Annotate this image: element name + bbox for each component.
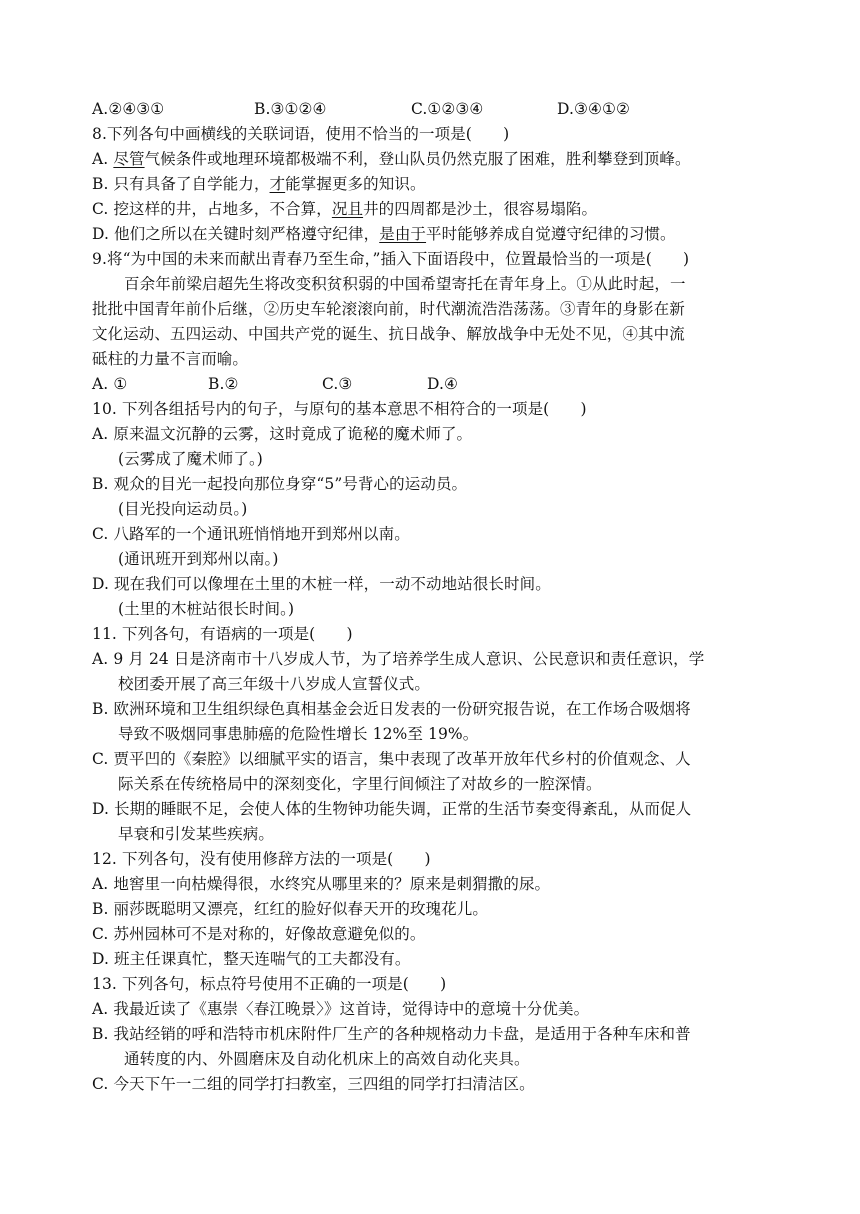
q10-option-d: D. 现在我们可以像埋在土里的木桩一样，一动不动地站很长时间。 — [92, 575, 551, 593]
q8-option-d — [92, 224, 676, 244]
q8-option-a — [92, 149, 691, 169]
underlined-word: 才 — [269, 175, 286, 193]
q9-passage-line: 砥柱的力量不言而喻。 — [92, 350, 249, 368]
q12-option-a: A. 地窖里一向枯燥得很，水终究从哪里来的？原来是刺猬撒的尿。 — [92, 875, 551, 893]
option-text: 平时能够养成自觉遵守纪律的习惯。 — [426, 225, 676, 243]
q11-option-a: A. 9 月 24 日是济南市十八岁成人节，为了培养学生成人意识、公民意识和责任意识，学 — [92, 650, 705, 668]
option-text: 井的四周都是沙土，很容易塌陷。 — [363, 200, 598, 218]
underlined-word: 尽管 — [113, 150, 145, 168]
q9-option-d: D.④ — [427, 375, 458, 393]
q11-option-b-cont: 导致不吸烟同事患肺癌的危险性增长 12%至 19%。 — [118, 725, 479, 743]
q9-option-b: B.② — [208, 375, 239, 393]
underlined-word: 是由于 — [379, 225, 427, 243]
q11-option-a-cont: 校团委开展了高三年级十八岁成人宣誓仪式。 — [118, 675, 431, 693]
option-text: B. 只有具备了自学能力， — [92, 175, 270, 193]
q10-option-c: C. 八路军的一个通讯班悄悄地开到郑州以南。 — [92, 525, 410, 543]
q11-option-d-cont: 早衰和引发某些疾病。 — [118, 825, 275, 843]
q8-stem: 8.下列各句中画横线的关联词语，使用不恰当的一项是( ) — [92, 125, 510, 143]
q11-stem: 11. 下列各句，有语病的一项是( ) — [92, 625, 353, 643]
q7-option-c: C.①②③④ — [411, 100, 484, 118]
q11-option-c: C. 贾平凹的《秦腔》以细腻平实的语言，集中表现了改革开放年代乡村的价值观念、人 — [92, 750, 691, 768]
q10-option-d-paren: (土里的木桩站很长时间。) — [118, 600, 295, 618]
q13-stem: 13. 下列各句，标点符号使用不正确的一项是( ) — [92, 975, 447, 993]
q8-option-b — [92, 174, 426, 194]
q11-option-b: B. 欧洲环境和卫生组织绿色真相基金会近日发表的一份研究报告说，在工作场合吸烟将 — [92, 700, 691, 718]
underlined-word: 况且 — [331, 200, 364, 218]
q8-option-c — [92, 199, 597, 219]
q11-option-d: D. 长期的睡眠不足，会使人体的生物钟功能失调，正常的生活节奏变得紊乱，从而促人 — [92, 800, 692, 818]
q12-option-b: B. 丽莎既聪明又漂亮，红红的脸好似春天开的玫瑰花儿。 — [92, 900, 488, 918]
q7-option-b: B.③①②④ — [254, 100, 327, 118]
q13-option-b: B. 我站经销的呼和浩特市机床附件厂生产的各种规格动力卡盘，是适用于各种车床和普 — [92, 1025, 691, 1043]
q10-option-b: B. 观众的目光一起投向那位身穿“5”号背心的运动员。 — [92, 475, 468, 493]
q10-option-a-paren: (云雾成了魔术师了。) — [118, 450, 263, 468]
q13-option-c: C. 今天下午一二组的同学打扫教室，三四组的同学打扫清洁区。 — [92, 1075, 535, 1093]
q7-option-d: D.③④①② — [557, 100, 630, 118]
q7-options — [92, 99, 630, 119]
q11-option-c-cont: 际关系在传统格局中的深刻变化，字里行间倾注了对故乡的一腔深情。 — [118, 775, 602, 793]
option-label: A. — [92, 150, 114, 168]
q10-option-a: A. 原来温文沉静的云雾，这时竟成了诡秘的魔术师了。 — [92, 425, 473, 443]
q13-option-b-cont: 通转度的内、外圆磨床及自动化机床上的高效自动化夹具。 — [124, 1050, 530, 1068]
q10-option-b-paren: (目光投向运动员。) — [118, 500, 248, 518]
q10-stem: 10. 下列各组括号内的句子，与原句的基本意思不相符合的一项是( ) — [92, 400, 587, 418]
q9-passage-line: 文化运动、五四运动、中国共产党的诞生、抗日战争、解放战争中无处不见，④其中流 — [92, 325, 685, 343]
option-text: C. 挖这样的井，占地多，不合算， — [92, 200, 332, 218]
q9-stem: 9.将“为中国的未来而献出青春乃至生命，”插入下面语段中，位置最恰当的一项是( ) — [92, 250, 690, 268]
q13-option-a: A. 我最近读了《惠崇〈春江晚景〉》这首诗，觉得诗中的意境十分优美。 — [92, 1000, 590, 1018]
q12-stem: 12. 下列各句，没有使用修辞方法的一项是( ) — [92, 850, 431, 868]
q10-option-c-paren: (通讯班开到郑州以南。) — [118, 550, 279, 568]
q12-option-c: C. 苏州园林可不是对称的，好像故意避免似的。 — [92, 925, 426, 943]
q9-passage-line: 批批中国青年前仆后继，②历史车轮滚滚向前，时代潮流浩浩荡荡。③青年的身影在新 — [92, 300, 685, 318]
q9-options — [92, 374, 458, 394]
q9-passage-line: 百余年前梁启超先生将改变积贫积弱的中国希望寄托在青年身上。①从此时起，一 — [124, 275, 686, 293]
q7-option-a: A.②④③① — [92, 100, 165, 118]
option-text: D. 他们之所以在关键时刻严格遵守纪律， — [92, 225, 380, 243]
q9-option-c: C.③ — [322, 375, 353, 393]
option-text: 能掌握更多的知识。 — [285, 175, 426, 193]
q9-option-a: A. ① — [92, 375, 128, 393]
q12-option-d: D. 班主任课真忙，整天连喘气的工夫都没有。 — [92, 950, 411, 968]
option-text: 气候条件或地理环境都极端不利，登山队员仍然克服了困难，胜利攀登到顶峰。 — [144, 150, 691, 168]
